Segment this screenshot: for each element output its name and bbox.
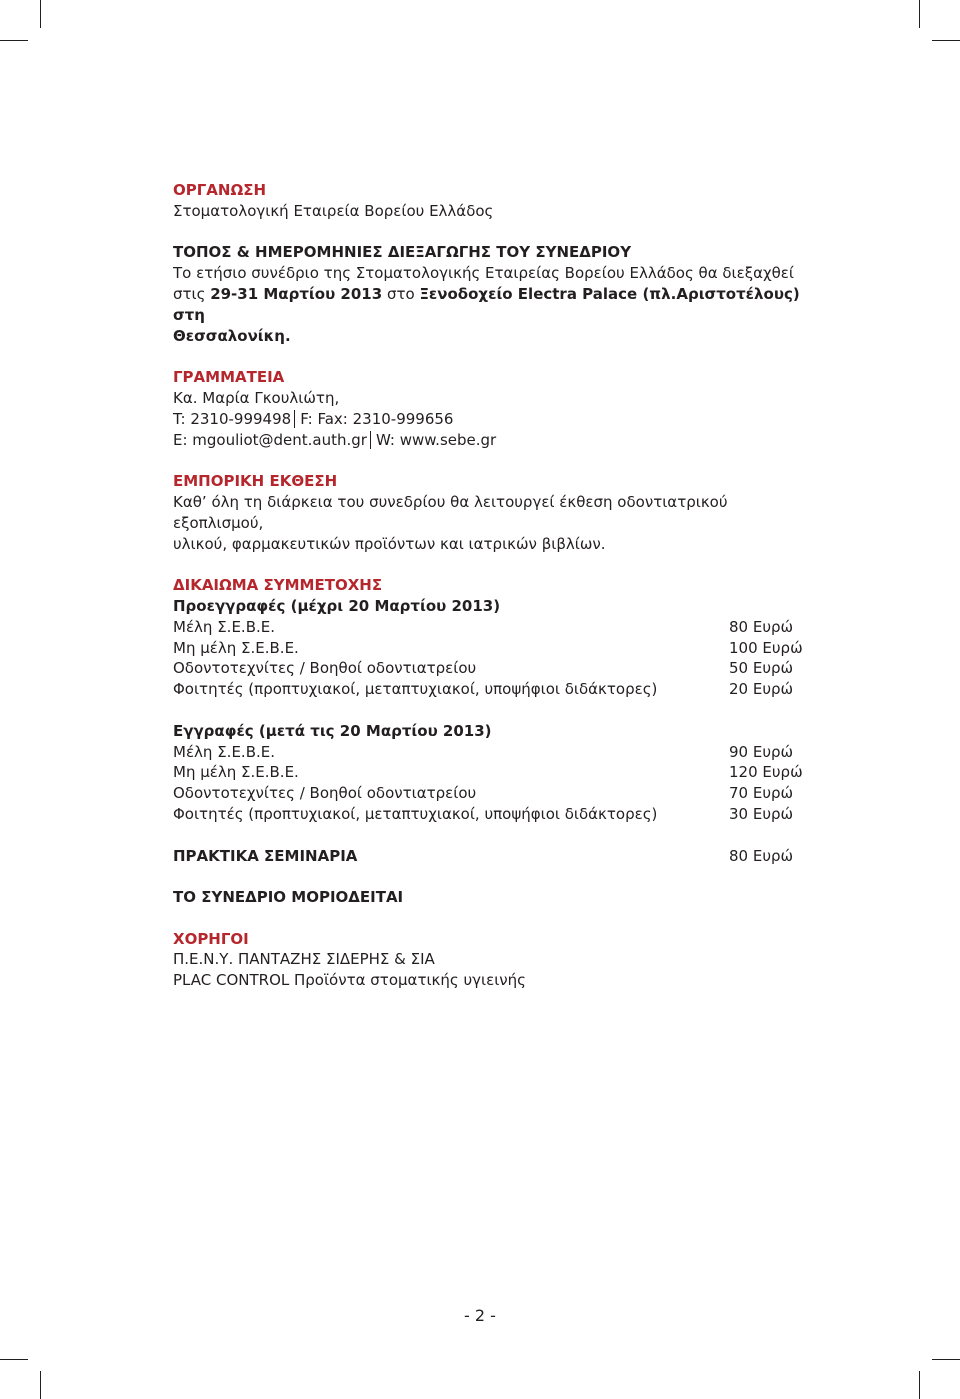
venue-dates: 29-31 Μαρτίου 2013 (210, 284, 383, 303)
fee-price: 120 Ευρώ (729, 763, 803, 782)
fee-price: 100 Ευρώ (729, 638, 803, 657)
seminars-row (173, 846, 813, 867)
secretariat-web[interactable]: W: www.sebe.gr (375, 430, 497, 449)
secretariat-email[interactable]: E: mgouliot@dent.auth.gr (173, 430, 367, 449)
venue-heading: ΤΟΠΟΣ & ΗΜΕΡΟΜΗΝΙΕΣ ΔΙΕΞΑΓΩΓΗΣ ΤΟΥ ΣΥΝΕΔΡΙΟΥ (173, 243, 632, 262)
crop-mark-top-left-h (0, 40, 28, 41)
early-registration-title: Προεγγραφές (μέχρι 20 Μαρτίου 2013) (173, 596, 501, 615)
organization-name: Στοματολογική Εταιρεία Βορείου Ελλάδος (173, 201, 494, 220)
secretariat-contacts (173, 430, 813, 451)
fee-row (173, 783, 813, 804)
fee-row (173, 804, 813, 825)
fee-label: Οδοντοτεχνίτες / Βοηθοί οδοντιατρείου (173, 784, 477, 803)
crop-mark-top-right-h (932, 40, 960, 41)
secretariat-phone: T: 2310-999498 (173, 409, 292, 428)
fee-price: 80 Ευρώ (729, 617, 794, 636)
sponsor-item: PLAC CONTROL Προϊόντα στοματικής υγιεινής (173, 971, 526, 990)
early-registration-list (173, 617, 813, 700)
fee-row (173, 762, 813, 783)
fee-label: Φοιτητές (προπτυχιακοί, μεταπτυχιακοί, υποψήφιοι διδάκτορες) (173, 804, 658, 823)
late-registration-title: Εγγραφές (μετά τις 20 Μαρτίου 2013) (173, 721, 492, 740)
late-registration-list (173, 742, 813, 825)
seminars-price: 80 Ευρώ (729, 846, 794, 865)
crop-mark-bottom-left-h (0, 1359, 28, 1360)
seminars-label: ΠΡΑΚΤΙΚΑ ΣΕΜΙΝΑΡΙΑ (173, 846, 358, 865)
fees-heading: ΔΙΚΑΙΩΜΑ ΣΥΜΜΕΤΟΧΗΣ (173, 576, 383, 595)
crop-mark-bottom-right-h (932, 1359, 960, 1360)
fee-row (173, 617, 813, 638)
venue-line-2-pre: στις (173, 284, 211, 303)
fee-row (173, 742, 813, 763)
separator (370, 431, 371, 449)
sponsors-heading: ΧΟΡΗΓΟΙ (173, 929, 249, 948)
fee-label: Μέλη Σ.Ε.Β.Ε. (173, 742, 275, 761)
venue-line-1: Το ετήσιο συνέδριο της Στοματολογικής Εταιρείας Βορείου Ελλάδος θα διεξαχθεί (173, 264, 794, 283)
fee-label: Οδοντοτεχνίτες / Βοηθοί οδοντιατρείου (173, 659, 477, 678)
exhibition-line-1: Καθ’ όλη τη διάρκεια του συνεδρίου θα λειτουργεί έκθεση οδοντιατρικού εξοπλισμού, (173, 492, 728, 532)
crop-mark-top-right-v (919, 0, 920, 28)
venue-line-2 (173, 284, 813, 326)
fee-row (173, 638, 813, 659)
exhibition-heading: ΕΜΠΟΡΙΚΗ ΕΚΘΕΣΗ (173, 472, 338, 491)
secretariat-name: Κα. Μαρία Γκουλιώτη, (173, 388, 340, 407)
venue-city: Θεσσαλονίκη. (173, 326, 291, 345)
credits-text: ΤΟ ΣΥΝΕΔΡΙΟ ΜΟΡΙΟΔΕΙΤΑΙ (173, 888, 404, 907)
exhibition-line-2: υλικού, φαρμακευτικών προϊόντων και ιατρικών βιβλίων. (173, 534, 606, 553)
fee-price: 70 Ευρώ (729, 784, 794, 803)
secretariat-heading: ΓΡΑΜΜΑΤΕΙΑ (173, 368, 285, 387)
secretariat-fax: F: Fax: 2310-999656 (300, 409, 454, 428)
crop-mark-bottom-left-v (40, 1371, 41, 1399)
document-body (173, 180, 813, 991)
fee-price: 50 Ευρώ (729, 659, 794, 678)
secretariat-phones (173, 409, 813, 430)
fee-label: Μέλη Σ.Ε.Β.Ε. (173, 617, 275, 636)
fee-price: 20 Ευρώ (729, 680, 794, 699)
page-number: - 2 - (464, 1306, 496, 1325)
venue-line-2-mid: στο (382, 284, 420, 303)
crop-mark-bottom-right-v (919, 1371, 920, 1399)
fee-label: Μη μέλη Σ.Ε.Β.Ε. (173, 763, 299, 782)
venue-hotel: Ξενοδοχείο Electra Palace (πλ.Αριστοτέλους) στη (173, 284, 800, 324)
fee-label: Φοιτητές (προπτυχιακοί, μεταπτυχιακοί, υποψήφιοι διδάκτορες) (173, 680, 658, 699)
sponsors-list (173, 949, 813, 991)
fee-row (173, 658, 813, 679)
crop-mark-top-left-v (40, 0, 41, 28)
organization-heading: ΟΡΓΑΝΩΣΗ (173, 181, 267, 199)
fee-label: Μη μέλη Σ.Ε.Β.Ε. (173, 638, 299, 657)
fee-price: 90 Ευρώ (729, 742, 794, 761)
fee-price: 30 Ευρώ (729, 804, 794, 823)
sponsor-item: Π.Ε.Ν.Υ. ΠΑΝΤΑΖΗΣ ΣΙΔΕΡΗΣ & ΣΙΑ (173, 950, 435, 969)
separator (294, 410, 295, 428)
fee-row (173, 679, 813, 700)
